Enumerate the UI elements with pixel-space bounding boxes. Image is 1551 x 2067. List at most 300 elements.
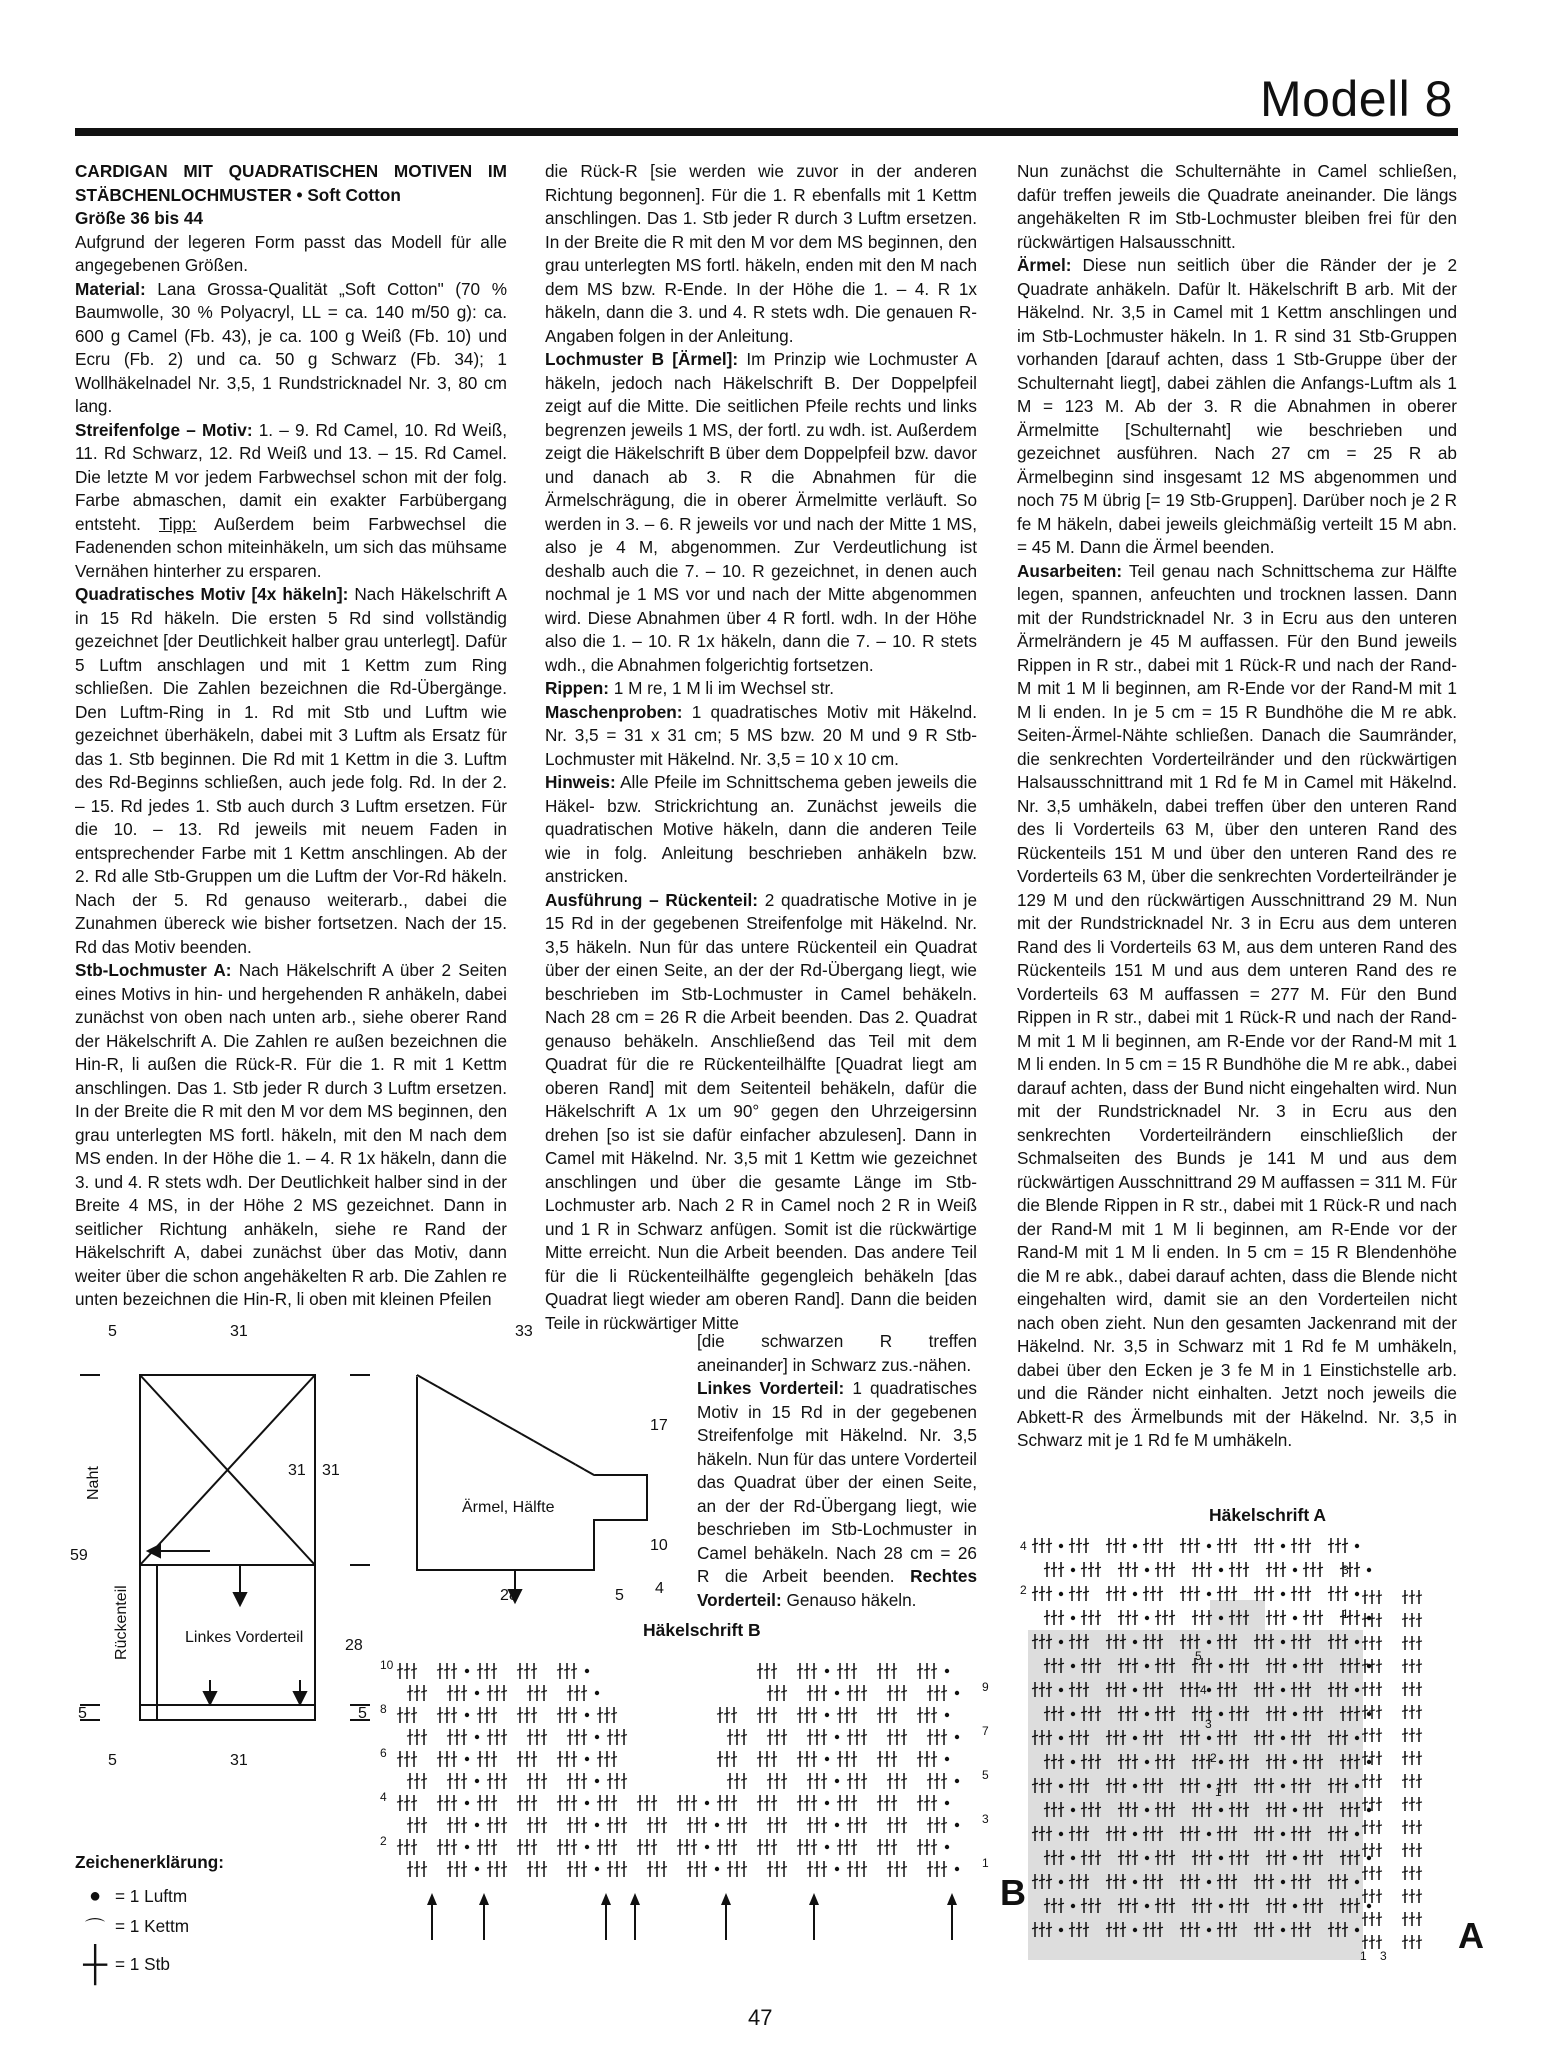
stitch-stb-icon: [924, 1801, 930, 1803]
stitch-stb-icon: [604, 1801, 610, 1803]
dot-icon: [585, 1669, 589, 1673]
stitch-stb-icon: [734, 1867, 740, 1869]
stitch-stb-icon: [854, 1867, 860, 1869]
stitch-stb-icon: [477, 1845, 483, 1847]
stitch-stb-icon: [487, 1691, 493, 1693]
stitch-stb-icon: [851, 1845, 857, 1847]
stitch-stb-icon: [1409, 1871, 1415, 1872]
stitch-stb-icon: [611, 1713, 617, 1715]
stitch-stb-icon: [527, 1823, 533, 1825]
stitch-stb-icon: [1362, 1595, 1368, 1596]
stitch-stb-icon: [687, 1867, 693, 1869]
stitch-stb-icon: [491, 1669, 497, 1671]
stitch-stb-icon: [534, 1779, 540, 1781]
legend-text: = 1 Luftm: [115, 1885, 188, 1906]
stitch-stb-icon: [1369, 1917, 1375, 1918]
row-number: 8: [380, 1702, 387, 1716]
stitch-stb-icon: [1335, 1543, 1341, 1545]
stitch-stb-icon: [724, 1713, 730, 1715]
stitch-stb-icon: [727, 1823, 733, 1825]
dot-icon: [1219, 1568, 1223, 1572]
stitch-stb-icon: [847, 1867, 853, 1869]
stitch-stb-icon: [757, 1669, 763, 1671]
stitch-stb-icon: [661, 1823, 667, 1825]
dot-icon: [1059, 1784, 1063, 1788]
stitch-stb-icon: [524, 1845, 530, 1847]
stitch-stb-icon: [1402, 1802, 1408, 1803]
stitch-stb-icon: [1376, 1595, 1382, 1596]
dot-icon: [1145, 1760, 1149, 1764]
stitch-stb-icon: [821, 1867, 827, 1869]
stitch-stb-icon: [1402, 1894, 1408, 1895]
stitch-stb-icon: [887, 1735, 893, 1737]
stitch-stb-icon: [901, 1735, 907, 1737]
dot-icon: [595, 1779, 599, 1783]
stitch-stb-icon: [1118, 1567, 1124, 1569]
stitch-stb-icon: [1409, 1756, 1415, 1757]
stitch-stb-icon: [621, 1735, 627, 1737]
stitch-stb-icon: [811, 1669, 817, 1671]
stitch-stb-icon: [447, 1735, 453, 1737]
stitch-stb-icon: [1051, 1567, 1057, 1569]
dim-label: 5: [78, 1705, 87, 1722]
stitch-stb-icon: [444, 1757, 450, 1759]
stitch-stb-icon: [1369, 1733, 1375, 1734]
stitch-stb-icon: [651, 1845, 657, 1847]
stitch-stb-icon: [567, 1735, 573, 1737]
ausfuehrung: Ausführung – Rückenteil: 2 quadratische Motive in je 15 Rd in der gegebenen Streifenfolge mit Häkelnd. Nr. 3,5 häkeln. Nun für das untere Rückenteil ein Quadrat über der einen Seite, an der der Rd-Übergang liegt, wie beschrieben im Stb-Lochmuster in Camel behäkeln. Nach 28 cm = 26 R die Arbeit beenden. Das 2. Quadrat genauso behäkeln. Anschließend das Teil mit dem Quadrat für die re Rückenteilhälfte [Quadrat liegt am oberen Rand] mit dem Seitenteil behäkeln, dafür die Häkelschrift A 1x um 90° gegen den Uhrzeigersinn drehen [so ist sie dafür einfacher abzulesen]. Dann in Camel mit Häkelnd. Nr. 3,5 mit 1 Kettm wie gezeichnet anschlingen und über die gesamte Länge im Stb-Lochmuster arb. Nach 2 R in Camel noch 2 R in Weiß und 1 R in Schwarz anfügen. Somit ist die rückwärtige Mitte erreicht. Nun die Arbeit beenden. Das andere Teil für die li Rückenteilhälfte gegengleich behäkeln [das Quadrat liegt wieder am oberen Rand]. Dann die beiden Teile in rückwärtiger Mitte: [545, 889, 977, 1333]
stitch-stb-icon: [811, 1713, 817, 1715]
paragraph: Nun zunächst die Schulternähte in Camel schließen, dafür treffen jeweils die Quadrate aneinander. Die längs angehäkelten R im Stb-Lochmuster bleiben frei für den rückwärtigen Halsausschnitt.: [1017, 161, 1457, 252]
row-number: 2: [380, 1834, 387, 1848]
stitch-stb-icon: [877, 1757, 883, 1759]
stitch-stb-icon: [814, 1779, 820, 1781]
stitch-stb-icon: [1376, 1940, 1382, 1941]
stitch-stb-icon: [1081, 1567, 1087, 1569]
stitch-stb-icon: [501, 1823, 507, 1825]
stitch-stb-icon: [894, 1735, 900, 1737]
stitch-stb-icon: [1402, 1618, 1408, 1619]
dot-icon: [1293, 1568, 1297, 1572]
stitch-stb-icon: [531, 1845, 537, 1847]
stitch-stb-icon: [607, 1779, 613, 1781]
stitch-stb-icon: [741, 1867, 747, 1869]
stitch-stb-icon: [397, 1713, 403, 1715]
stitch-stb-icon: [647, 1867, 653, 1869]
stitch-stb-icon: [1224, 1543, 1230, 1545]
stitch-stb-icon: [941, 1691, 947, 1693]
stitch-stb-icon: [1199, 1567, 1205, 1569]
dot-icon: [1367, 1760, 1371, 1764]
stitch-stb-icon: [414, 1779, 420, 1781]
stitch-stb-icon: [651, 1801, 657, 1803]
stitch-stb-icon: [887, 1691, 893, 1693]
title-rule: [75, 128, 1458, 136]
stitch-stb-icon: [731, 1713, 737, 1715]
round-number: 2: [1210, 1751, 1217, 1765]
stitch-stb-icon: [1305, 1591, 1311, 1593]
piece-label: Ärmel, Hälfte: [462, 1499, 555, 1516]
stitch-stb-icon: [804, 1757, 810, 1759]
round-number: 4: [1200, 1683, 1207, 1697]
stitch-stb-icon: [1409, 1848, 1415, 1849]
arrow-up-icon: [721, 1893, 731, 1905]
stitch-stb-icon: [654, 1823, 660, 1825]
ausarbeiten: Ausarbeiten: Teil genau nach Schnittschema zur Hälfte legen, spannen, anfeuchten und trocknen lassen. Dann mit der Rundstricknadel Nr. 3 in Ecru aus den unteren Ärmelrändern je 45 M auffassen. Für den Bund jeweils Rippen in R str., dabei mit 1 Rück-R und nach der Rand-M mit 1 M li beginnen, am R-Ende vor der Rand-M mit 1 M li enden. In je 5 cm = 15 R Bundhöhe die M re abk. Seiten-Ärmel-Nähte schließen. Danach die Saumränder, die senkrechten Vorderteilränder und den rückwärtigen Halsausschnittrand mit 1 Rd fe M in Camel mit Häkelnd. Nr. 3,5 umhäkeln, dabei treffen über den unteren Rand des li Vorderteils 63 M, über den unteren Rand des Rückenteils 151 M und über den unteren Rand des re Vorderteils 63 M, über die senkrechten Vorderteilränder je 129 M und den rückwärtigen Ausschnittrand 29 M. Nun mit der Rundstricknadel Nr. 3 in Ecru aus dem unteren Rand des li Vorderteils 63 M, aus dem unteren Rand des Rückenteils 151 M und aus dem unteren Rand des re Vorderteils 63 M auffassen = 277 M. Für den Bund Rippen in R str., dabei mit 1 Rück-R und nach der Rand-M mit 1 M li beginnen, am R-Ende vor der Rand-M mit 1 M li enden. In 5 cm = 15 R Bundhöhe die M re abk., dabei darauf achten, dass der Bund nicht eingehalten wird. Nun mit der Rundstricknadel Nr. 3 in Ecru aus den senkrechten Vorderteilrändern einschließlich der Schmalseiten des Bunds je 141 M und aus dem rückwärtigen Ausschnittrand 29 M auffassen = 311 M. Für die Blende Rippen in R str., dabei mit 1 Rück-R und nach der Rand-M mit 1 M li beginnen, am R-Ende vor der Rand-M mit 1 M li enden. In 5 cm = 15 R Blendenhöhe die M re abk., dabei darauf achten, dass die Blende nicht eingehalten wird, damit sie an den Vorderteilen nicht nach oben zieht. Nun den gesamten Jackenrand mit der Häkelnd. Nr. 3,5 in Schwarz mit 1 Rd fe M umhäkeln, dabei über den Ecken je 3 fe M in 1 Einstichstelle arb. und die Ränder nicht einhalten. Jetzt noch jeweils die Abkett-R des Ärmelbunds mit der Häkelnd. Nr. 3,5 in Schwarz mit je 1 Rd fe M umhäkeln.: [1017, 560, 1457, 1450]
dot-icon: [1355, 1880, 1359, 1884]
stitch-stb-icon: [694, 1823, 700, 1825]
stitch-stb-icon: [644, 1801, 650, 1803]
row-number: 10: [380, 1658, 394, 1672]
stitch-stb-icon: [1106, 1543, 1112, 1545]
stitch-stb-icon: [1409, 1917, 1415, 1918]
stitch-stb-icon: [484, 1757, 490, 1759]
stitch-stb-icon: [454, 1823, 460, 1825]
stitch-stb-icon: [934, 1867, 940, 1869]
stitch-stb-icon: [1268, 1543, 1274, 1545]
dot-icon: [1281, 1880, 1285, 1884]
stitch-stb-icon: [1376, 1894, 1382, 1895]
stitch-stb-icon: [581, 1691, 587, 1693]
arc-icon: ⌒: [85, 1917, 105, 1940]
dot-icon: [1145, 1856, 1149, 1860]
stitch-stb-icon: [1317, 1567, 1323, 1569]
stitch-stb-icon: [407, 1779, 413, 1781]
stitch-stb-icon: [487, 1823, 493, 1825]
dot-icon: [955, 1867, 959, 1871]
stitch-stb-icon: [411, 1713, 417, 1715]
column-2-continued: [697, 1330, 977, 1612]
stitch-stb-icon: [1402, 1779, 1408, 1780]
stitch-stb-icon: [1402, 1641, 1408, 1642]
stitch-stb-icon: [811, 1801, 817, 1803]
stitch-stb-icon: [731, 1801, 737, 1803]
stitch-stb-icon: [411, 1801, 417, 1803]
stitch-stb-icon: [1217, 1591, 1223, 1593]
stitch-stb-icon: [804, 1669, 810, 1671]
stitch-stb-icon: [407, 1867, 413, 1869]
stitch-stb-icon: [891, 1757, 897, 1759]
stitch-stb-icon: [517, 1713, 523, 1715]
stitch-stb-icon: [461, 1867, 467, 1869]
dot-icon: [1293, 1616, 1297, 1620]
arrow-up-icon: [809, 1893, 819, 1905]
stitch-stb-icon: [531, 1713, 537, 1715]
dot-icon: [825, 1845, 829, 1849]
dot-icon: [1219, 1808, 1223, 1812]
stitch-stb-icon: [574, 1823, 580, 1825]
dot-icon: [1059, 1736, 1063, 1740]
dot-icon: [1355, 1544, 1359, 1548]
stitch-stb-icon: [397, 1801, 403, 1803]
stitch-stb-icon: [1169, 1567, 1175, 1569]
stitch-stb-icon: [611, 1845, 617, 1847]
stitch-stb-icon: [1194, 1591, 1200, 1593]
dot-icon: [595, 1691, 599, 1695]
stitch-stb-icon: [451, 1845, 457, 1847]
dot-icon: [1219, 1712, 1223, 1716]
stitch-stb-icon: [1261, 1591, 1267, 1593]
stitch-stb-icon: [604, 1845, 610, 1847]
stitch-stb-icon: [574, 1867, 580, 1869]
heading: CARDIGAN MIT QUADRATISCHEN MOTIVEN IM STÄBCHENLOCHMUSTER • Soft Cotton: [75, 161, 507, 205]
dot-icon: [1355, 1784, 1359, 1788]
dot-icon: [475, 1735, 479, 1739]
arrow-up-icon: [427, 1893, 437, 1905]
dot-icon: [945, 1757, 949, 1761]
stitch-stb-icon: [411, 1845, 417, 1847]
stitch-stb-icon: [557, 1757, 563, 1759]
stitch-stb-icon: [1376, 1917, 1382, 1918]
stitch-stb-icon: [1354, 1615, 1360, 1617]
stitch-stb-icon: [647, 1823, 653, 1825]
stitch-stb-icon: [437, 1845, 443, 1847]
stitch-stb-icon: [1369, 1802, 1375, 1803]
stitch-stb-icon: [847, 1691, 853, 1693]
stitch-stb-icon: [1046, 1591, 1052, 1593]
stitch-stb-icon: [1291, 1591, 1297, 1593]
stitch-stb-icon: [1083, 1591, 1089, 1593]
dim-label: 5: [358, 1705, 367, 1722]
dot-icon: [1219, 1760, 1223, 1764]
stitch-stb-icon: [501, 1735, 507, 1737]
stitch-stb-icon: [767, 1867, 773, 1869]
stitch-stb-icon: [541, 1779, 547, 1781]
stitch-stb-icon: [461, 1779, 467, 1781]
stitch-stb-icon: [491, 1757, 497, 1759]
stitch-stb-icon: [861, 1779, 867, 1781]
stitch-stb-icon: [694, 1867, 700, 1869]
stitch-stb-icon: [414, 1867, 420, 1869]
stitch-stb-icon: [931, 1669, 937, 1671]
stitch-stb-icon: [421, 1823, 427, 1825]
stitch-stb-icon: [924, 1669, 930, 1671]
stitch-stb-icon: [1236, 1567, 1242, 1569]
stitch-stb-icon: [847, 1735, 853, 1737]
chart-b-title: Häkelschrift B: [643, 1620, 761, 1640]
stitch-stb-icon: [1305, 1543, 1311, 1545]
stitch-stb-icon: [1402, 1664, 1408, 1665]
dot-icon: [585, 1713, 589, 1717]
stitch-stb-icon: [717, 1713, 723, 1715]
stitch-stb-icon: [934, 1779, 940, 1781]
stitch-stb-icon: [814, 1691, 820, 1693]
stitch-stb-icon: [1409, 1595, 1415, 1596]
stitch-stb-icon: [637, 1845, 643, 1847]
stitch-stb-icon: [717, 1757, 723, 1759]
stitch-stb-icon: [1266, 1615, 1272, 1617]
stitch-stb-icon: [1157, 1591, 1163, 1593]
dot-icon: [1145, 1808, 1149, 1812]
stitch-stb-icon: [597, 1713, 603, 1715]
stitch-stb-icon: [524, 1713, 530, 1715]
stitch-stb-icon: [1243, 1567, 1249, 1569]
stitch-stb-icon: [807, 1867, 813, 1869]
stitch-stb-icon: [807, 1779, 813, 1781]
dot-icon: [1219, 1856, 1223, 1860]
stitch-stb-icon: [491, 1845, 497, 1847]
stitch-stb-icon: [924, 1713, 930, 1715]
stitch-stb-icon: [847, 1823, 853, 1825]
stitch-stb-icon: [844, 1713, 850, 1715]
dot-icon: [475, 1823, 479, 1827]
dot-icon: [1207, 1784, 1211, 1788]
stitch-stb-icon: [494, 1823, 500, 1825]
stitch-stb-icon: [517, 1801, 523, 1803]
stitch-stb-icon: [1224, 1591, 1230, 1593]
stitch-stb-icon: [851, 1669, 857, 1671]
seam-label: Naht: [85, 1466, 102, 1500]
stitch-stb-icon: [844, 1757, 850, 1759]
row-number: 5: [982, 1768, 989, 1782]
dot-icon: [1219, 1664, 1223, 1668]
stitch-stb-icon: [814, 1735, 820, 1737]
stitch-stb-icon: [1187, 1591, 1193, 1593]
stitch-stb-icon: [821, 1691, 827, 1693]
stitch-stb-icon: [1376, 1756, 1382, 1757]
stitch-stb-icon: [877, 1801, 883, 1803]
chart-b-letter: B: [1000, 1872, 1026, 1913]
stitch-stb-icon: [677, 1801, 683, 1803]
stitch-stb-icon: [901, 1867, 907, 1869]
stitch-stb-icon: [494, 1691, 500, 1693]
stitch-stb-icon: [1254, 1591, 1260, 1593]
stitch-stb-icon: [927, 1735, 933, 1737]
stitch-stb-icon: [1231, 1591, 1237, 1593]
stitch-stb-icon: [654, 1867, 660, 1869]
stitch-stb-icon: [567, 1691, 573, 1693]
arrow-up-icon: [601, 1893, 611, 1905]
stitch-stb-icon: [1369, 1848, 1375, 1849]
material: Material: Lana Grossa-Qualität „Soft Cotton" (70 % Baumwolle, 30 % Polyacryl, LL = ca. 140 m/50 g): ca. 600 g Camel (Fb. 43), je ca. 100 g Weiß (Fb. 10) und Ecru (Fb. 2) und ca. 50 g Schwarz (Fb. 34); 1 Wollhäkelnadel Nr. 3,5, 1 Rundstricknadel Nr. 3, 80 cm lang.: [75, 278, 507, 416]
stitch-stb-icon: [1369, 1710, 1375, 1711]
dot-icon: ●: [88, 1884, 102, 1907]
stitch-stb-icon: [797, 1801, 803, 1803]
stitch-stb-icon: [451, 1669, 457, 1671]
stitch-stb-icon: [837, 1845, 843, 1847]
stitch-stb-icon: [924, 1757, 930, 1759]
dot-icon: [585, 1801, 589, 1805]
page-number: 47: [748, 2005, 773, 2030]
paragraph: [die schwarzen R treffen aneinander] in Schwarz zus.-nähen.: [697, 1331, 977, 1375]
dot-icon: [1207, 1928, 1211, 1932]
stitch-stb-icon: [887, 1823, 893, 1825]
stitch-stb-icon: [517, 1757, 523, 1759]
dot-icon: [955, 1779, 959, 1783]
stitch-stb-icon: [1402, 1871, 1408, 1872]
stitch-stb-icon: [564, 1669, 570, 1671]
stitch-stb-icon: [1273, 1567, 1279, 1569]
dot-icon: [1145, 1712, 1149, 1716]
stitch-stb-icon: [397, 1845, 403, 1847]
stitch-stb-icon: [541, 1867, 547, 1869]
stitch-stb-icon: [524, 1757, 530, 1759]
stitch-stb-icon: [917, 1713, 923, 1715]
dot-icon: [1145, 1616, 1149, 1620]
dot-icon: [1293, 1712, 1297, 1716]
stitch-stb-icon: [1409, 1779, 1415, 1780]
stitch-stb-icon: [404, 1713, 410, 1715]
stitch-stb-icon: [1402, 1940, 1408, 1941]
stitch-stb-icon: [701, 1823, 707, 1825]
dot-icon: [1207, 1688, 1211, 1692]
legend-text: = 1 Stb: [115, 1953, 170, 1974]
stitch-stb-icon: [1354, 1567, 1360, 1569]
dim-label: 59: [70, 1547, 88, 1564]
stitch-stb-icon: [1150, 1591, 1156, 1593]
stitch-stb-icon: [1369, 1779, 1375, 1780]
stitch-stb-icon: [534, 1691, 540, 1693]
stitch-stb-icon: [807, 1691, 813, 1693]
stitch-stb-icon: [797, 1669, 803, 1671]
stitch-stb-icon: [1416, 1595, 1422, 1596]
stitch-stb-icon: [611, 1801, 617, 1803]
size: Größe 36 bis 44: [75, 208, 204, 228]
stitch-stb-icon: [517, 1845, 523, 1847]
stitch-stb-icon: [571, 1713, 577, 1715]
dot-icon: [465, 1801, 469, 1805]
stitch-stb-icon: [527, 1691, 533, 1693]
stitch-stb-icon: [1120, 1543, 1126, 1545]
dot-icon: [1071, 1856, 1075, 1860]
stitch-stb-icon: [484, 1713, 490, 1715]
stitch-stb-icon: [454, 1779, 460, 1781]
stitch-stb-icon: [404, 1845, 410, 1847]
stitch-stb-icon: [1044, 1615, 1050, 1617]
arrow-up-icon: [947, 1893, 957, 1905]
stitch-stb-icon: [484, 1845, 490, 1847]
dot-icon: [945, 1713, 949, 1717]
stitch-stb-icon: [1162, 1567, 1168, 1569]
column-1: [75, 160, 507, 1312]
stitch-stb-icon: [534, 1867, 540, 1869]
stitch-stb-icon: [1113, 1591, 1119, 1593]
stitch-stb-icon: [444, 1845, 450, 1847]
stitch-stb-icon: [567, 1823, 573, 1825]
row-number: 4: [380, 1790, 387, 1804]
stitch-stb-icon: [421, 1779, 427, 1781]
stitch-stb-icon: [614, 1823, 620, 1825]
stitch-stb-icon: [1402, 1917, 1408, 1918]
stitch-stb-icon: [764, 1801, 770, 1803]
stitch-stb-icon: [891, 1669, 897, 1671]
stitch-stb-icon: [604, 1713, 610, 1715]
stitch-stb-icon: [484, 1801, 490, 1803]
chart-b: [380, 1655, 1000, 1945]
dot-icon: [715, 1867, 719, 1871]
streifenfolge: Streifenfolge – Motiv: 1. – 9. Rd Camel, 10. Rd Weiß, 11. Rd Schwarz, 12. Rd Weiß und 13. – 15. Rd Camel. Die letzte M vor jedem Farbwechsel schon mit der folg. Farbe abmaschen, damit ein exakter Farbübergang entsteht. Tipp: Außerdem beim Farbwechsel die Fadenenden schon miteinhäkeln, um sich das mühsame Vernähen hinterher zu ersparen.: [75, 419, 507, 581]
lochmuster-b: Lochmuster B [Ärmel]: Im Prinzip wie Lochmuster A häkeln, jedoch nach Häkelschrift B. Der Doppelpfeil zeigt auf die Mitte. Die seitlichen Pfeile rechts und links begrenzen jeweils 1 MS, der fortl. zu wdh. ist. Außerdem zeigt die Häkelschrift B über dem Doppelpfeil bzw. davor und danach ab 3. R die Abnahmen für die Ärmelschrägung, die in oberer Ärmelmitte verläuft. So werden in 3. – 6. R jeweils vor und nach der Mitte 1 MS, also je 4 M, abgenommen. Zur Verdeutlichung ist deshalb auch die 7. – 10. R gezeichnet, in denen auch nochmal je 1 MS vor und nach der Mitte abgenommen wird. Diese Abnahmen über 4 R fortl. wdh. In der Höhe also die 1. – 10. R 1x häkeln, dann die 7. – 10. R stets wdh., die Abnahmen folgerichtig fortsetzen.: [545, 349, 977, 675]
stitch-stb-icon: [844, 1801, 850, 1803]
stitch-stb-icon: [887, 1867, 893, 1869]
dot-icon: [595, 1735, 599, 1739]
page-title: Modell 8: [1260, 71, 1453, 127]
dot-icon: [1355, 1592, 1359, 1596]
dot-icon: [1355, 1640, 1359, 1644]
stitch-stb-icon: [917, 1669, 923, 1671]
stitch-stb-icon: [407, 1823, 413, 1825]
stitch-stb-icon: [774, 1735, 780, 1737]
stitch-stb-icon: [901, 1823, 907, 1825]
stitch-stb-icon: [894, 1779, 900, 1781]
stitch-stb-icon: [894, 1823, 900, 1825]
stitch-stb-icon: [1180, 1591, 1186, 1593]
stitch-stb-icon: [564, 1845, 570, 1847]
stitch-stb-icon: [1369, 1687, 1375, 1688]
stitch-stb-icon: [1280, 1615, 1286, 1617]
dot-icon: [945, 1669, 949, 1673]
dot-icon: [1219, 1904, 1223, 1908]
